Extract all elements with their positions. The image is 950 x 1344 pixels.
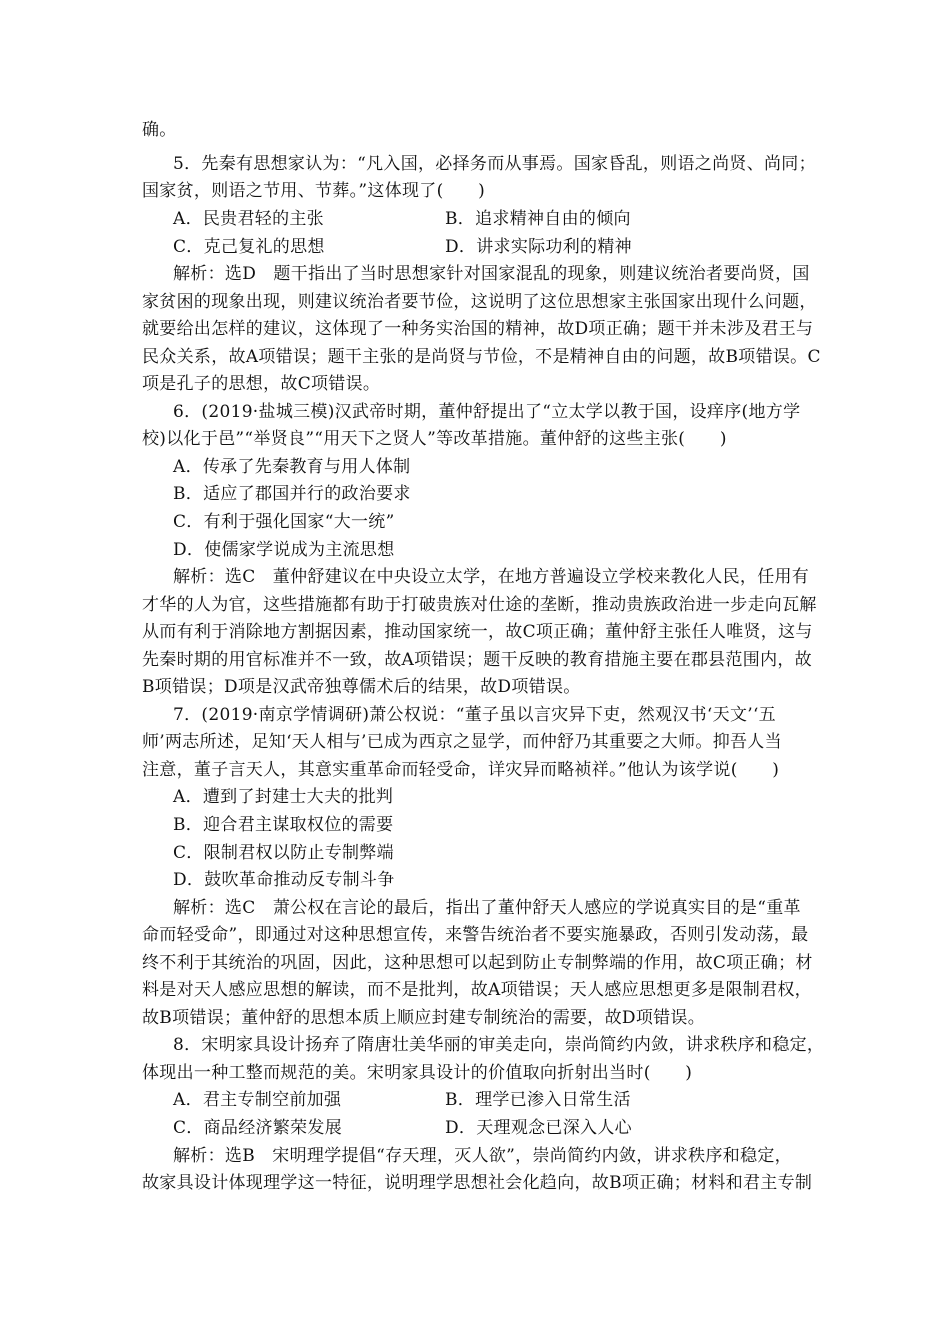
q7-option-a: A．遭到了封建士大夫的批判: [173, 787, 394, 807]
q8-analysis-line: 解析：选B 宋明理学提倡“存天理，灭人欲”，崇尚简约内敛，讲求秩序和稳定，: [173, 1146, 792, 1166]
q8-option-d: D．天理观念已深入人心: [445, 1118, 632, 1138]
q7-option-d: D．鼓吹革命推动反专制斗争: [173, 870, 395, 890]
q7-analysis-line: 终不利于其统治的巩固，因此，这种思想可以起到防止专制弊端的作用，故C项正确；材: [142, 953, 813, 973]
q6-analysis-line: 从而有利于消除地方割据因素，推动国家统一，故C项正确；董仲舒主张任人唯贤，这与: [142, 622, 813, 642]
q6-stem-line: 6．(2019·盐城三模)汉武帝时期，董仲舒提出了“立太学以教于国，设痒序(地方学: [173, 402, 801, 422]
q5-option-a: A．民贵君轻的主张: [173, 209, 324, 229]
q5-analysis-line: 民众关系，故A项错误；题干主张的是尚贤与节俭，不是精神自由的问题，故B项错误。C: [142, 347, 821, 367]
q5-analysis-line: 项是孔子的思想，故C项错误。: [142, 374, 381, 394]
q7-analysis-line: 料是对天人感应思想的解读，而不是批判，故A项错误；天人感应思想更多是限制君权，: [142, 980, 812, 1000]
q8-option-a: A．君主专制空前加强: [173, 1090, 342, 1110]
q7-analysis-line: 故B项错误；董仲舒的思想本质上顺应封建专制统治的需要，故D项错误。: [142, 1008, 706, 1028]
q8-option-c: C．商品经济繁荣发展: [173, 1118, 343, 1138]
q5-analysis-line: 家贫困的现象出现，则建议统治者要节俭，这说明了这位思想家主张国家出现什么问题，: [142, 292, 817, 312]
q5-analysis-line: 解析：选D 题干指出了当时思想家针对国家混乱的现象，则建议统治者要尚贤，国: [173, 264, 810, 284]
q5-stem-line: 5．先秦有思想家认为：“凡入国，必择务而从事焉。国家昏乱，则语之尚贤、尚同；: [173, 154, 816, 174]
q7-option-c: C．限制君权以防止专制弊端: [173, 843, 394, 863]
q6-option-a: A．传承了先秦教育与用人体制: [173, 457, 411, 477]
q6-analysis-line: 解析：选C 董仲舒建议在中央设立太学，在地方普遍设立学校来教化人民，任用有: [173, 567, 810, 587]
q6-option-d: D．使儒家学说成为主流思想: [173, 540, 395, 560]
q8-stem-line: 体现出一种工整而规范的美。宋明家具设计的价值取向折射出当时( ): [142, 1063, 693, 1083]
q6-option-c: C．有利于强化国家“大一统”: [173, 512, 395, 532]
q7-stem-line: 7．(2019·南京学情调研)萧公权说：“董子虽以言灾异下吏，然观汉书‘天文’‘五: [173, 705, 776, 725]
q5-option-c: C．克己复礼的思想: [173, 237, 325, 257]
q7-stem-line: 注意，董子言天人，其意实重革命而轻受命，详灾异而略祯祥。”他认为该学说( ): [142, 760, 780, 780]
q7-analysis-line: 解析：选C 萧公权在言论的最后，指出了董仲舒天人感应的学说真实目的是“重革: [173, 898, 801, 918]
q5-stem-line: 国家贫，则语之节用、节葬。”这体现了( ): [142, 181, 486, 201]
q8-analysis-line: 故家具设计体现理学这一特征，说明理学思想社会化趋向，故B项正确；材料和君主专制: [142, 1173, 813, 1193]
q6-analysis-line: 先秦时期的用官标准并不一致，故A项错误；题干反映的教育措施主要在郡县范围内，故: [142, 650, 812, 670]
q5-analysis-line: 就要给出怎样的建议，这体现了一种务实治国的精神，故D项正确；题干并未涉及君王与: [142, 319, 814, 339]
q6-analysis-line: 才华的人为官，这些措施都有助于打破贵族对仕途的垄断，推动贵族政治进一步走向瓦解: [142, 595, 817, 615]
q8-stem-line: 8．宋明家具设计扬弃了隋唐壮美华丽的审美走向，崇尚简约内敛，讲求秩序和稳定，: [173, 1035, 825, 1055]
continued-text: 确。: [142, 120, 177, 140]
q7-stem-line: 师’两志所述，足知‘天人相与’已成为西京之显学，而仲舒乃其重要之大师。抑吾人当: [142, 732, 782, 752]
q6-stem-line: 校)以化于邑”“举贤良”“用天下之贤人”等改革措施。董仲舒的这些主张( ): [142, 429, 727, 449]
q7-option-b: B．迎合君主谋取权位的需要: [173, 815, 394, 835]
q6-option-b: B．适应了郡国并行的政治要求: [173, 484, 411, 504]
q5-option-d: D．讲求实际功利的精神: [445, 237, 632, 257]
q8-option-b: B．理学已渗入日常生活: [445, 1090, 631, 1110]
q5-option-b: B．追求精神自由的倾向: [445, 209, 631, 229]
q6-analysis-line: B项错误；D项是汉武帝独尊儒术后的结果，故D项错误。: [142, 677, 581, 697]
q7-analysis-line: 命而轻受命”，即通过对这种思想宣传，来警告统治者不要实施暴政，否则引发动荡，最: [142, 925, 809, 945]
